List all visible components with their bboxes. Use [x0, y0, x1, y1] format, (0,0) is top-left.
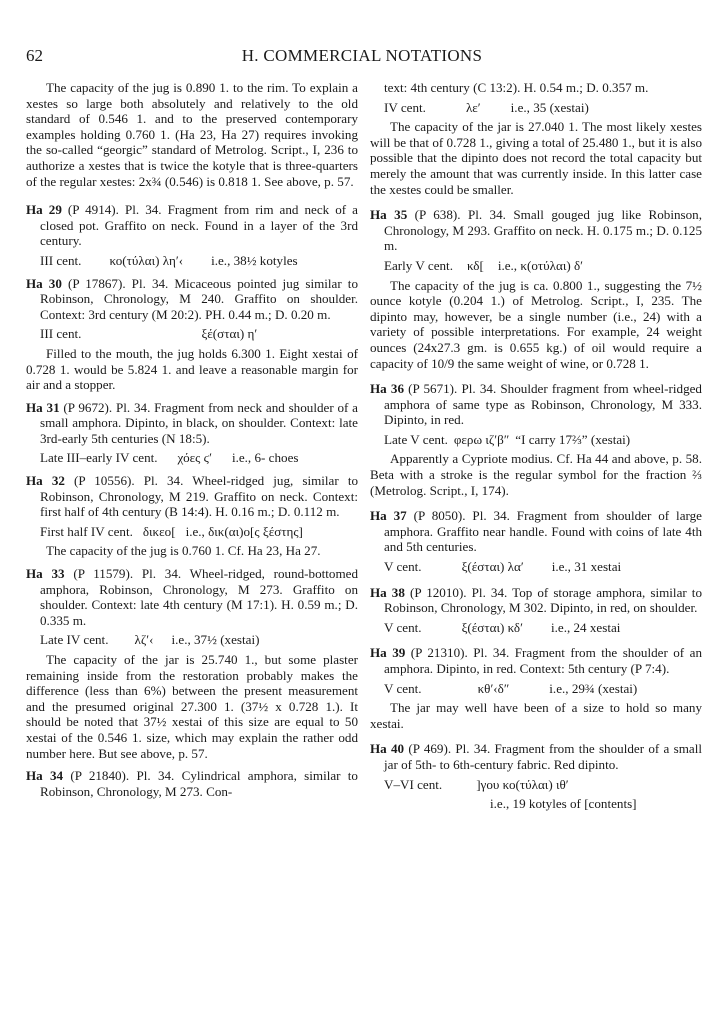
left-column: [26, 80, 358, 799]
inscription-text: ]γου κο(τύλαι) ιθʹ: [476, 776, 569, 792]
entry-head: [370, 585, 702, 616]
inscription-line: [26, 450, 358, 466]
inscription-text: ξ(έσται) κδʹ: [461, 619, 523, 635]
entry-description: (P 469). Pl. 34. Fragment from the shoulder of a small jar of 5th- to 6th-century fabric. Red dipinto.: [384, 741, 702, 772]
entry-description: (P 17867). Pl. 34. Micaceous pointed jug similar to Robinson, Chronology, M 240. Graffito on shoulder. Context: 3rd century (M 20:2). PH. 0.44 m.; D. 0.20 m.: [40, 275, 358, 322]
inscription-date: V cent.: [384, 559, 422, 575]
entry-id: Ha 29: [26, 202, 62, 218]
inscription-line: [370, 620, 702, 636]
inscription-line: [370, 432, 702, 448]
entry-id: Ha 30: [26, 275, 62, 291]
inscription-gloss: i.e., 6- choes: [231, 450, 299, 466]
inscription-date: V–VI cent.: [384, 776, 443, 792]
inscription-text: φερω ιζʹβ″: [453, 431, 510, 447]
entry-ha37: [370, 508, 702, 574]
entry-ha34: [26, 768, 358, 799]
entry-id: Ha 36: [370, 381, 404, 397]
entry-description: (P 638). Pl. 34. Small gouged jug like Robinson, Chronology, M 293. Graffito on neck. H. 0.175 m.; D. 0.125 m.: [384, 207, 702, 254]
inscription-date: First half IV cent.: [40, 523, 133, 539]
inscription-date: IV cent.: [384, 99, 426, 115]
entry-ha38: [370, 585, 702, 636]
entry-id: Ha 40: [370, 741, 405, 757]
inscription-gloss: i.e., κ(οτύλαι) δʹ: [497, 257, 584, 273]
inscription-line: [26, 632, 358, 648]
inscription-line: [370, 559, 702, 575]
page-header: [26, 46, 698, 70]
entry-id: Ha 32: [26, 473, 65, 489]
entry-note: Apparently a Cypriote modius. Cf. Ha 44 and above, p. 58. Beta with a stroke is the regular symbol for the fraction ⅔ (Metrolog. Script., I, 174).: [370, 451, 702, 498]
inscription-line: [370, 681, 702, 697]
inscription-gloss: i.e., 24 xestai: [550, 619, 621, 635]
entry-description: (P 8050). Pl. 34. Fragment from shoulder of large amphora. Graffito near handle. Found with coins of late 4th and 5th centuries.: [384, 508, 702, 555]
entry-head: [26, 400, 358, 447]
inscription-line: [26, 524, 358, 540]
inscription-text: ξέ(σται) ηʹ: [201, 326, 258, 342]
entry-ha32: [26, 473, 358, 559]
inscription-date: Early V cent.: [384, 257, 453, 273]
inscription-date: V cent.: [384, 619, 422, 635]
inscription-gloss: i.e., 19 kotyles of [contents]: [490, 796, 637, 812]
entry-id: Ha 34: [26, 768, 64, 784]
entry-ha31: [26, 400, 358, 466]
entry-head: [370, 645, 702, 676]
entry-description: (P 4914). Pl. 34. Fragment from rim and neck of a closed pot. Graffito on neck. Found in a layer of the 3rd century.: [40, 202, 358, 249]
entry-id: Ha 33: [26, 566, 65, 582]
entry-ha36: [370, 381, 702, 498]
entry-note: The capacity of the jug is 0.760 1. Cf. Ha 23, Ha 27.: [46, 543, 321, 559]
entry-ha30: [26, 276, 358, 393]
inscription-gloss: i.e., 35 (xestai): [510, 99, 589, 115]
entry-head: [370, 508, 702, 555]
inscription-gloss: i.e., 38½ kotyles: [211, 252, 298, 268]
entry-description: (P 11579). Pl. 34. Wheel-ridged, round-bottomed amphora, Robinson, Chronology, M 273. Graffito on shoulder. Context: late 4th century (M 17:1). H. 0.59 m.; D. 0.335 m.: [40, 566, 358, 628]
entry-head: [370, 381, 702, 428]
inscription-line: [370, 258, 702, 274]
entry-description: (P 9672). Pl. 34. Fragment from neck and shoulder of a small amphora. Dipinto, in black, on shoulder. Context: late 3rd-early 5th centuries (N 18:5).: [40, 399, 358, 446]
inscription-line: [370, 100, 702, 116]
entry-ha39: [370, 645, 702, 731]
entry-head: [26, 473, 358, 520]
entry-id: Ha 35: [370, 207, 408, 223]
entry-head: [26, 276, 358, 323]
inscription-date: Late V cent.: [384, 431, 448, 447]
entry-head: [370, 741, 702, 772]
entry-description: (P 5671). Pl. 34. Shoulder fragment from wheel-ridged amphora of same type as Robinson, Chronology, M 333. Dipinto, in red.: [384, 381, 702, 428]
entry-ha33: [26, 566, 358, 761]
inscription-text: δικεο[: [142, 523, 176, 539]
entry-head: [26, 566, 358, 628]
entry-head: [26, 202, 358, 249]
entry-description: (P 12010). Pl. 34. Top of storage amphora, similar to Robinson, Chronology, M 302. Dipinto, in red, on shoulder.: [384, 584, 702, 616]
entry-note: The jar may well have been of a size to hold so many xestai.: [370, 700, 702, 731]
inscription-line: [26, 326, 358, 342]
entry-id: Ha 37: [370, 508, 407, 524]
intro-paragraph: The capacity of the jug is 0.890 1. to the rim. To explain a xestes so large both absolutely and relatively to the old standard of 0.546 1. and to the preserved contemporary examples holding 0.760 1. (Ha 23, Ha 27) requires invoking the so-called “georgic” standard of Metrolog. Script., I, 236 to authorize a xestes that is twice the kotyle that is three-quarters of the regular xestes: 2x¾ (0.546) is 0.818 1. See above, p. 57.: [26, 80, 358, 189]
entry-head: [370, 207, 702, 254]
inscription-text: λεʹ: [465, 99, 481, 115]
inscription-date: Late III–early IV cent.: [40, 450, 158, 466]
entry-id: Ha 31: [26, 399, 60, 415]
inscription-date: Late IV cent.: [40, 632, 109, 648]
entry-ha29: [26, 202, 358, 268]
entry-note: The capacity of the jug is ca. 0.800 1., suggesting the 7½ ounce kotyle (0.204 1.) of Metrolog. Script., I, 235. The dipinto may, however, be a single number (i.e., 24) with a variety of possible interpretations. For example, 24 weight ounces (24x27.3 gm. is 0.655 kg.) of oil would require a capacity of 10/9 the same weight of wine, or 0.728 1.: [370, 277, 702, 371]
entry-note: The capacity of the jar is 27.040 1. The most likely xestes will be that of 0.728 1., giving a total of 25.480 1., but it is also possible that the dipinto does not record the total capacity but merely the amount that was currently inside. In this latter case the xestes could be smaller.: [370, 119, 702, 197]
entry-ha35: [370, 207, 702, 371]
inscription-line: [26, 253, 358, 269]
inscription-text: χόες ϛʹ: [177, 450, 212, 466]
entry-description: (P 10556). Pl. 34. Wheel-ridged jug, similar to Robinson, Chronology, M 219. Graffito on neck. Context: first half of 4th century (B 14:4). H. 0.16 m.; D. 0.112 m.: [40, 473, 358, 520]
entry-id: Ha 39: [370, 645, 406, 661]
entry-id: Ha 38: [370, 584, 405, 600]
entry-note: The capacity of the jar is 25.740 1., but some plaster remaining inside from the restoration probably makes the difference (less than 6%) between the present measurement and the presumed original 27.300 1. (37½ x 0.728 1.). It should be noted that 37½ xestai of this size are equal to 50 xestai of the 0.546 1. size, which may explain the rather odd number here. But see above, p. 57.: [26, 652, 358, 761]
inscription-gloss: i.e., δικ(αι)ο[ς ξέστης]: [185, 523, 303, 539]
inscription-date: III cent.: [40, 252, 82, 268]
entry-ha40: [370, 741, 702, 811]
running-title: H. COMMERCIAL NOTATIONS: [241, 46, 483, 65]
inscription-text: κο(τύλαι) ληʹ‹: [109, 252, 184, 268]
inscription-text: ξ(έσται) λαʹ: [461, 559, 524, 575]
page-number: 62: [26, 46, 43, 65]
entry-description: (P 21840). Pl. 34. Cylindrical amphora, similar to Robinson, Chronology, M 273. Con-: [40, 768, 358, 799]
entry-description: (P 21310). Pl. 34. Fragment from the shoulder of an amphora. Dipinto, in red. Context: 5th century (P 7:4).: [384, 645, 702, 676]
inscription-gloss: “I carry 17⅔” (xestai): [515, 431, 631, 447]
inscription-line: [370, 777, 702, 793]
right-column: [370, 80, 702, 816]
inscription-gloss: i.e., 29¾ (xestai): [549, 680, 638, 696]
inscription-gloss: i.e., 31 xestai: [551, 559, 622, 575]
inscription-date: III cent.: [40, 326, 82, 342]
inscription-text: κθʹ‹δ″: [477, 680, 510, 696]
inscription-gloss: i.e., 37½ (xestai): [171, 632, 260, 648]
inscription-text: κδ[: [466, 257, 484, 273]
entry-head: [26, 768, 358, 799]
inscription-text: λζʹ‹: [134, 632, 154, 648]
entry-ha34-continued: text: 4th century (C 13:2). H. 0.54 m.; D. 0.357 m.: [384, 80, 649, 95]
entry-note: Filled to the mouth, the jug holds 6.300 1. Eight xestai of 0.728 1. would be 5.824 1. and leave a reasonable margin for air and a stopper.: [26, 345, 358, 393]
inscription-date: V cent.: [384, 680, 422, 696]
